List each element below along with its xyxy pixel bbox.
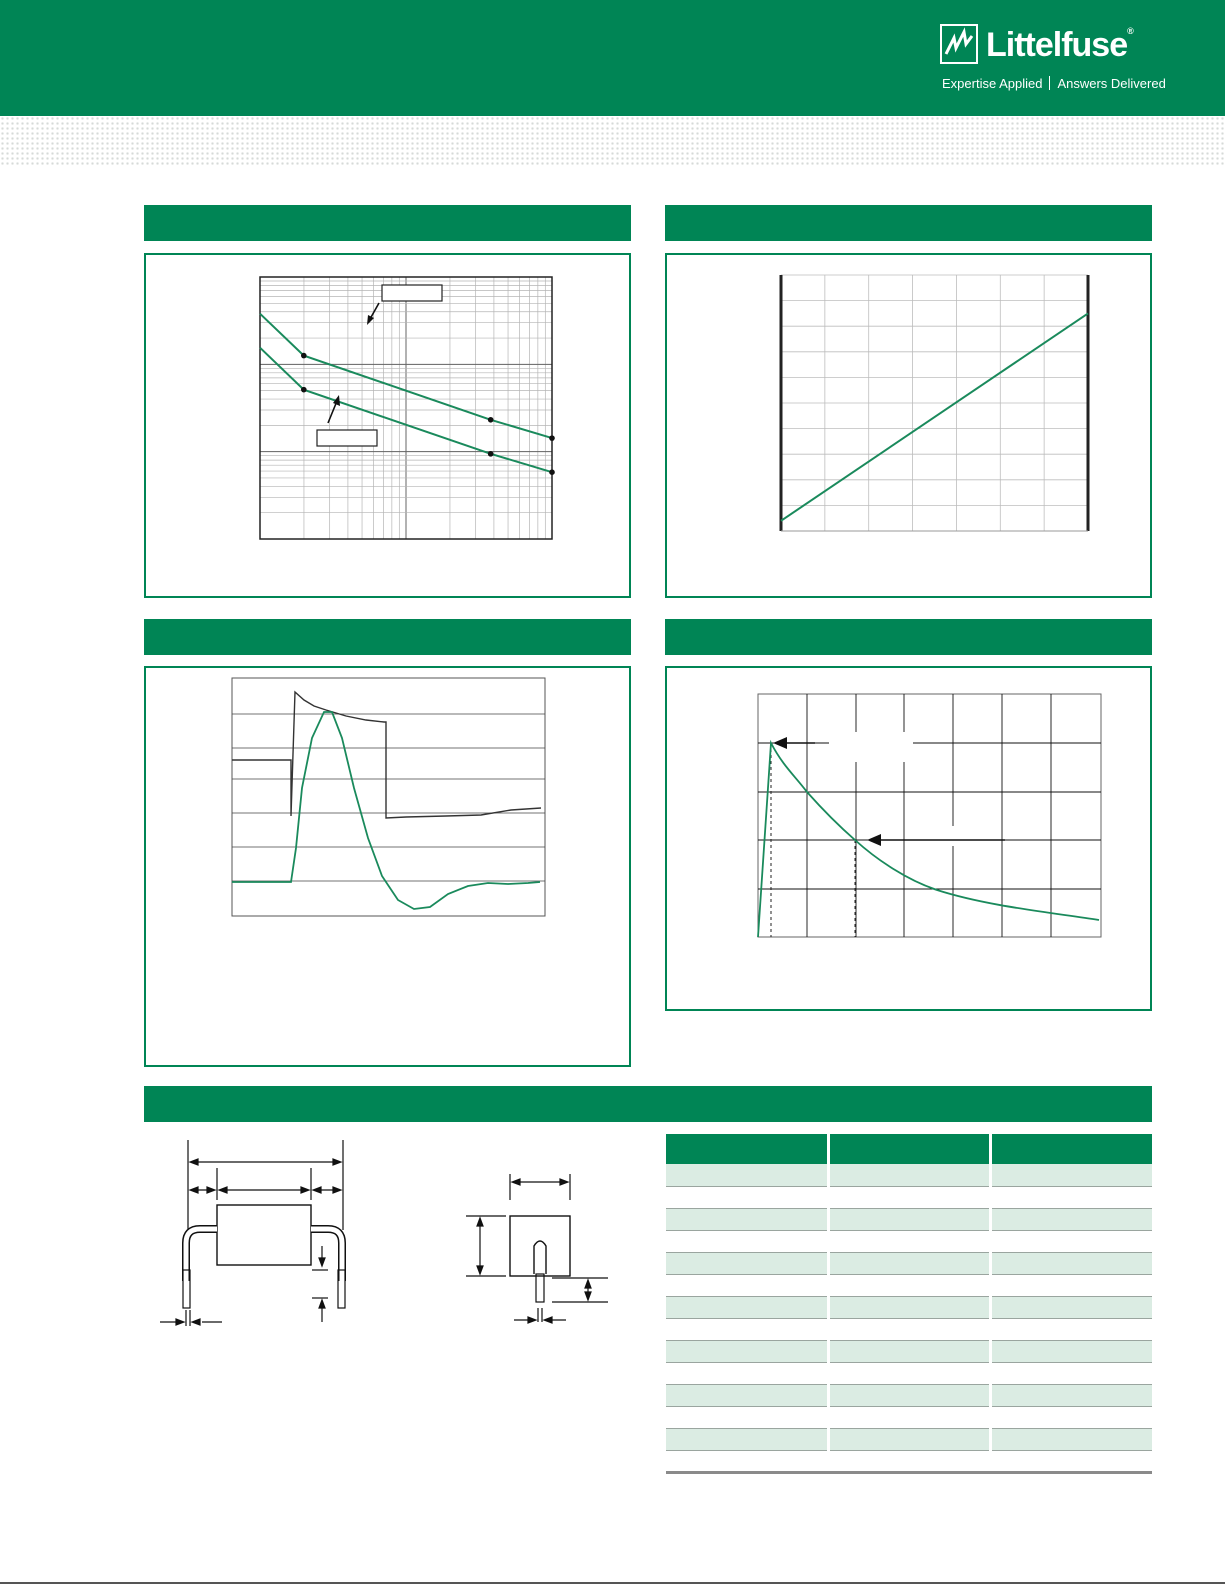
- chart-pulse: [667, 668, 1150, 1009]
- annotation-arrow-upper: [370, 303, 379, 319]
- annotation-box-upper: [382, 285, 442, 301]
- side-view-drawing: [150, 1130, 370, 1345]
- chart-log-log: [146, 255, 629, 596]
- table-header-cell: [828, 1134, 990, 1164]
- data-point: [301, 353, 307, 359]
- label-gap-half: [909, 826, 1001, 846]
- table-row: [666, 1384, 1152, 1406]
- table-row: [666, 1296, 1152, 1318]
- chart-panel-top-right: [665, 253, 1152, 598]
- brand-logo: Littelfuse®: [986, 26, 1133, 64]
- data-point: [488, 417, 494, 423]
- end-view-drawing: [462, 1170, 612, 1345]
- tagline-right: Answers Delivered: [1057, 76, 1166, 91]
- tagline-left: Expertise Applied: [942, 76, 1043, 91]
- table-row: [666, 1230, 1152, 1252]
- plot-frame: [758, 694, 1101, 937]
- dot-pattern-band: [0, 116, 1225, 166]
- chart-waveform: [146, 668, 629, 1065]
- page-header: [0, 0, 1225, 116]
- chart-linear: [667, 255, 1150, 596]
- section-bar-middle-left: [144, 619, 631, 655]
- annotation-box-lower: [317, 430, 377, 446]
- section-bar-middle-right: [665, 619, 1152, 655]
- log-grid: [260, 277, 552, 539]
- table-row: [666, 1164, 1152, 1186]
- section-bar-top-right: [665, 205, 1152, 241]
- table-header-cell: [666, 1134, 828, 1164]
- table-header-row: [666, 1134, 1152, 1164]
- linear-grid: [781, 275, 1088, 531]
- table-row: [666, 1318, 1152, 1340]
- table-row: [666, 1252, 1152, 1274]
- table-row: [666, 1428, 1152, 1450]
- dimensions-table: [666, 1134, 1152, 1474]
- footer-rule: [0, 1582, 1225, 1584]
- label-gap-peak: [829, 732, 913, 762]
- table-row: [666, 1208, 1152, 1230]
- littelfuse-logo-icon: [940, 24, 978, 64]
- table-row: [666, 1186, 1152, 1208]
- data-point: [301, 387, 307, 393]
- chart-panel-middle-right: [665, 666, 1152, 1011]
- table-row: [666, 1406, 1152, 1428]
- table-row: [666, 1274, 1152, 1296]
- series-line: [781, 313, 1088, 520]
- arrowhead-upper: [367, 315, 374, 325]
- section-bar-dimensions: [144, 1086, 1152, 1122]
- data-point: [488, 451, 494, 457]
- table-row: [666, 1340, 1152, 1362]
- brand-tagline: [942, 76, 1166, 91]
- data-point: [549, 435, 555, 441]
- data-point: [549, 469, 555, 475]
- table-row: [666, 1450, 1152, 1472]
- table-row: [666, 1362, 1152, 1384]
- tagline-divider: [1049, 76, 1050, 90]
- chart-panel-middle-left: [144, 666, 631, 1067]
- section-bar-top-left: [144, 205, 631, 241]
- chart-panel-top-left: [144, 253, 631, 598]
- table-header-cell: [990, 1134, 1152, 1164]
